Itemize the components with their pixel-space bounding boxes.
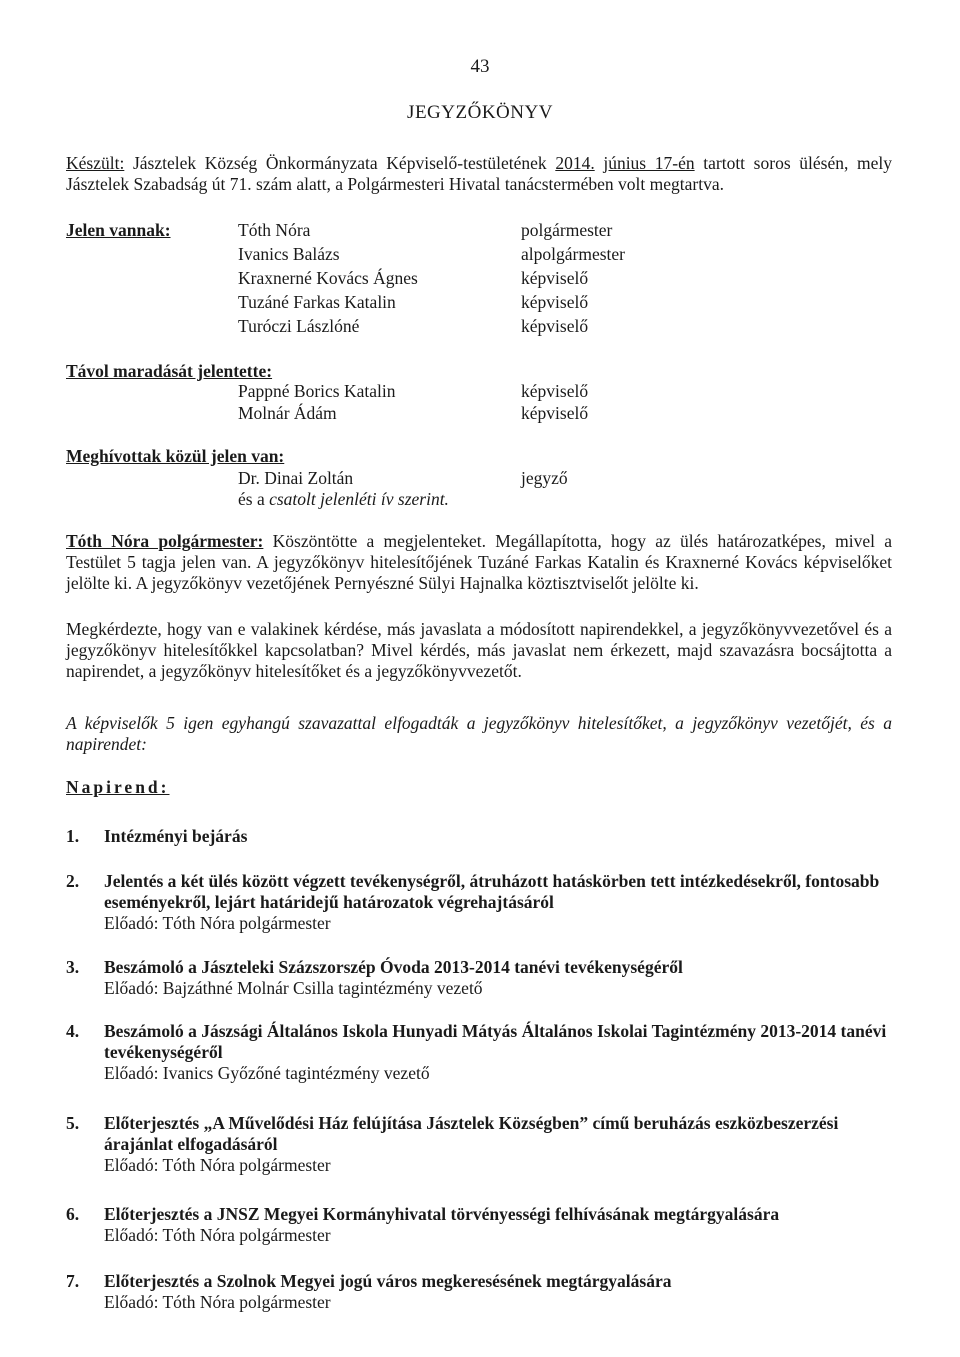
- member-role: képviselő: [521, 268, 589, 288]
- document-title: JEGYZŐKÖNYV: [407, 102, 553, 123]
- agenda-item-presenter: Előadó: Ivanics Győzőné tagintézmény vezető: [104, 1063, 430, 1083]
- agenda-item-presenter: Előadó: Tóth Nóra polgármester: [104, 913, 331, 933]
- member-role: alpolgármester: [521, 244, 625, 264]
- agenda-item-number: 7.: [66, 1271, 80, 1291]
- agenda-item-number: 6.: [66, 1204, 80, 1224]
- member-role: képviselő: [521, 381, 589, 401]
- member-role: képviselő: [521, 316, 589, 336]
- member-name: Tuzáné Farkas Katalin: [238, 292, 396, 312]
- member-name: Tóth Nóra: [238, 220, 311, 240]
- agenda-list: [66, 826, 892, 1326]
- absent-label: Távol maradását jelentette:: [66, 361, 273, 381]
- speaker-label: Tóth Nóra polgármester:: [66, 531, 264, 551]
- agenda-item-title: Intézményi bejárás: [104, 826, 248, 846]
- intro-paragraph: [66, 153, 892, 195]
- absent-section: [66, 361, 892, 425]
- intro-date-day: június 17-én: [603, 153, 695, 173]
- member-role: képviselő: [521, 292, 589, 312]
- member-name: Pappné Borics Katalin: [238, 381, 396, 401]
- agenda-item-number: 2.: [66, 871, 80, 891]
- member-name: Kraxnerné Kovács Ágnes: [238, 268, 418, 288]
- present-section: [66, 220, 892, 340]
- member-name: Dr. Dinai Zoltán: [238, 468, 354, 488]
- intro-label: Készült:: [66, 153, 125, 173]
- speech-text-1: Köszöntötte a megjelenteket. Megállapította, hogy az ülés határozatképes, mivel a Testület 5 tagja jelen van. A jegyzőkönyv hitelesítőjének Tuzáné Farkas Katalin és Kraxnerné Kovács képviselőket jelölte ki. A jegyzőkönyv vezetőjének Pernyészné Sülyi Hajnalka köztisztviselőt jelölte ki.: [66, 531, 892, 593]
- decision-text: A képviselők 5 igen egyhangú szavazattal elfogadták a jegyzőkönyv hitelesítőket, a jegyzőkönyv vezetőjét, és a napirendet:: [66, 713, 892, 754]
- member-role: jegyző: [521, 468, 568, 488]
- member-name: Molnár Ádám: [238, 403, 337, 423]
- agenda-item-title: Előterjesztés „A Művelődési Ház felújítása Jásztelek Községben” című beruházás eszközbeszerzési árajánlat elfogadásáról: [104, 1113, 839, 1154]
- agenda-item-number: 1.: [66, 826, 80, 846]
- agenda-item-number: 5.: [66, 1113, 80, 1133]
- agenda-item-title: Beszámoló a Jászsági Általános Iskola Hunyadi Mátyás Általános Iskolai Tagintézmény 2013-2014 tanévi tevékenységéről: [104, 1021, 887, 1062]
- agenda-item-number: 4.: [66, 1021, 80, 1041]
- agenda-item-presenter: Előadó: Bajzáthné Molnár Csilla tagintézmény vezető: [104, 978, 483, 998]
- member-name: Ivanics Balázs: [238, 244, 340, 264]
- speech-paragraph-2: Megkérdezte, hogy van e valakinek kérdése, más javaslata a módosított napirendekkel, a jegyzőkönyvvezetővel és a jegyzőkönyv hitelesítőkkel kapcsolatban? Mivel kérdés, más javaslat nem érkezett, majd szavazásra bocsájtotta a napirendet, a jegyzőkönyv hitelesítőket és a jegyzőkönyvvezetőt.: [66, 619, 892, 681]
- invited-section: [66, 446, 892, 510]
- agenda-item-presenter: Előadó: Tóth Nóra polgármester: [104, 1155, 331, 1175]
- intro-date-year: 2014.: [555, 153, 595, 173]
- member-role: polgármester: [521, 220, 613, 240]
- member-name: Turóczi Lászlóné: [238, 316, 360, 336]
- invited-note-prefix: és a: [238, 489, 270, 509]
- agenda-item-title: Jelentés a két ülés között végzett tevékenységről, átruházott hatáskörben tett intézkedésekről, fontosabb eseményekről, lejárt határidejű határozatok végrehajtásáról: [104, 871, 880, 912]
- agenda-item-presenter: Előadó: Tóth Nóra polgármester: [104, 1225, 331, 1245]
- agenda-heading: Napirend:: [66, 777, 170, 797]
- intro-text-after: tartott soros ülésén, mely Jásztelek Szabadság út 71. szám alatt, a Polgármesteri Hivatal tanácstermében volt megtartva.: [66, 153, 892, 194]
- agenda-item-number: 3.: [66, 957, 80, 977]
- speech-paragraph-1: [66, 531, 892, 594]
- agenda-item-title: Előterjesztés a Szolnok Megyei jogú város megkeresésének megtárgyalására: [104, 1271, 672, 1291]
- invited-label: Meghívottak közül jelen van:: [66, 446, 285, 466]
- invited-note-italic: csatolt jelenléti ív szerint.: [269, 489, 449, 509]
- agenda-item-title: Beszámoló a Jászteleki Százszorszép Óvoda 2013-2014 tanévi tevékenységéről: [104, 957, 683, 977]
- member-role: képviselő: [521, 403, 589, 423]
- agenda-item-presenter: Előadó: Tóth Nóra polgármester: [104, 1292, 331, 1312]
- intro-text-before: Jásztelek Község Önkormányzata Képviselő-testületének: [124, 153, 556, 173]
- page-number: 43: [470, 56, 490, 77]
- agenda-item-title: Előterjesztés a JNSZ Megyei Kormányhivatal törvényességi felhívásának megtárgyalására: [104, 1204, 780, 1224]
- present-label: Jelen vannak:: [66, 220, 171, 240]
